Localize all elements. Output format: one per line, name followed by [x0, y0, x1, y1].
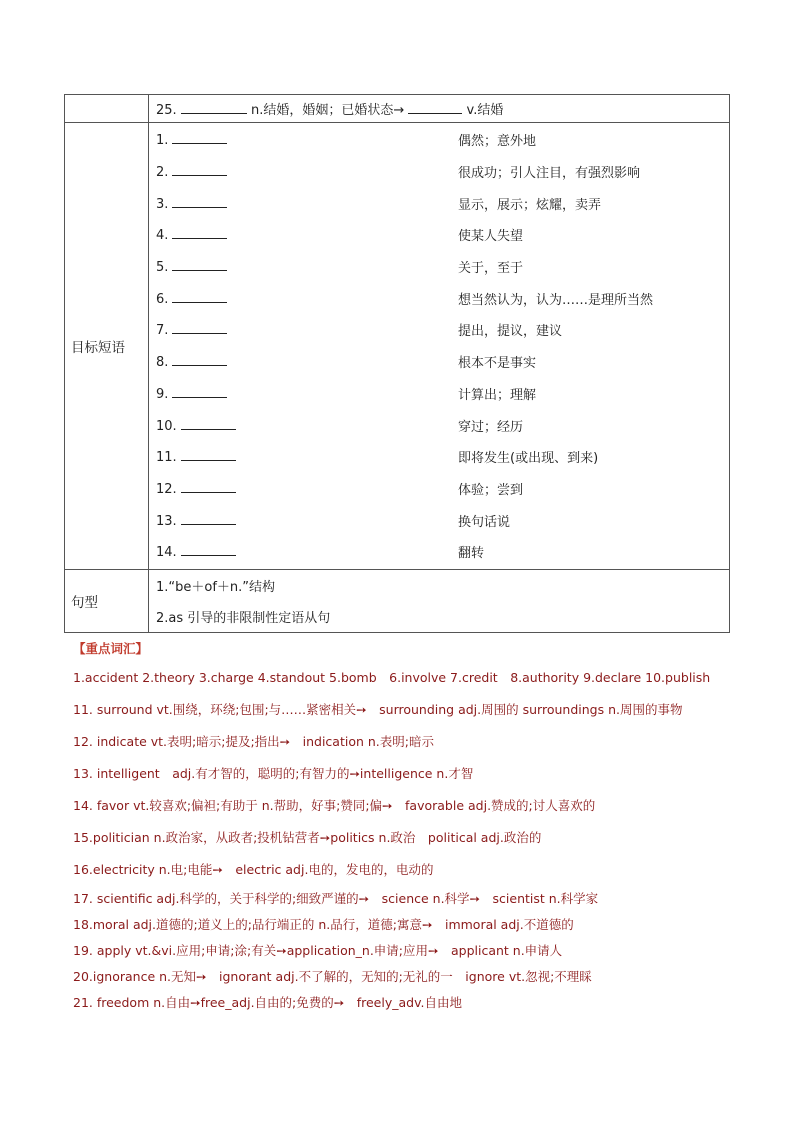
phrase-number [156, 226, 458, 243]
vocab-entry: 16.electricity n.电;电能➙ electric adj.电的，发电的，电动的 [73, 862, 434, 877]
phrase-item [156, 124, 729, 156]
phrase-number-text: 7. [156, 323, 169, 339]
phrase-item [156, 251, 729, 283]
item-meaning-end: v.结婚 [466, 103, 504, 118]
phrase-meaning: 体验；尝到 [458, 482, 524, 498]
row-item-25 [65, 95, 730, 123]
phrase-number [156, 512, 458, 529]
answer-blank[interactable] [181, 448, 236, 461]
phrase-number-text: 5. [156, 260, 169, 276]
answer-blank[interactable] [181, 512, 236, 525]
vocab-entry: 20.ignorance n.无知➙ ignorant adj.不了解的，无知的;无礼的一 ignore vt.忽视;不理睬 [73, 969, 592, 984]
phrase-number [156, 290, 458, 307]
phrase-meaning: 提出，提议，建议 [458, 324, 563, 340]
phrase-number-text: 1. [156, 133, 169, 149]
sentences-label: 句型 [65, 569, 149, 632]
phrase-item [156, 282, 729, 314]
phrase-number [156, 353, 458, 370]
phrase-number [156, 163, 458, 180]
item-number: 25. [156, 103, 177, 118]
phrase-meaning: 换句话说 [458, 514, 511, 530]
sentences-row [65, 569, 730, 632]
phrase-number [156, 448, 458, 465]
vocab-entry: 1.accident 2.theory 3.charge 4.standout 5.bomb 6.involve 7.credit 8.authority 9.declare 10.publish [73, 670, 711, 685]
phrase-item [156, 156, 729, 188]
answer-blank[interactable] [172, 195, 227, 208]
key-vocabulary-section [73, 636, 733, 1016]
phrase-number [156, 195, 458, 212]
phrase-meaning: 偶然；意外地 [458, 134, 537, 150]
answer-blank[interactable] [172, 163, 227, 176]
answer-blank[interactable] [181, 480, 236, 493]
phrase-number [156, 131, 458, 148]
phrase-item [156, 314, 729, 346]
phrase-number [156, 417, 458, 434]
phrase-number [156, 258, 458, 275]
answer-blank[interactable] [181, 101, 247, 114]
phrase-meaning: 穿过；经历 [458, 419, 524, 435]
phrase-number [156, 385, 458, 402]
vocab-entry: 15.politician n.政治家，从政者;投机钻营者➙politics n.政治 political adj.政治的 [73, 830, 542, 845]
phrases-label: 目标短语 [65, 123, 149, 570]
phrase-meaning: 计算出；理解 [458, 387, 537, 403]
answer-blank[interactable] [408, 101, 462, 114]
answer-blank[interactable] [172, 321, 227, 334]
phrase-meaning: 想当然认为，认为……是理所当然 [458, 292, 654, 308]
phrase-number-text: 14. [156, 545, 177, 561]
vocab-entry: 14. favor vt.较喜欢;偏袒;有助于 n.帮助，好事;赞同;偏➙ favorable adj.赞成的;讨人喜欢的 [73, 798, 596, 813]
answer-blank[interactable] [181, 417, 236, 430]
phrase-meaning: 即将发生(或出现、到来) [458, 451, 599, 467]
vocab-entry: 13. intelligent adj.有才智的，聪明的;有智力的➙intelligence n.才智 [73, 766, 474, 781]
phrase-number-text: 9. [156, 386, 169, 402]
phrase-item [156, 187, 729, 219]
phrase-item [156, 219, 729, 251]
phrase-item [156, 441, 729, 473]
sentence-pattern: 2.as 引导的非限制性定语从句 [156, 610, 331, 626]
phrase-number-text: 2. [156, 165, 169, 181]
answer-blank[interactable] [172, 385, 227, 398]
phrase-meaning: 使某人失望 [458, 229, 524, 245]
phrase-item [156, 346, 729, 378]
vocab-entry: 19. apply vt.&vi.应用;申请;涂;有关➙application_n.申请;应用➙ applicant n.申请人 [73, 943, 563, 958]
phrase-number-text: 6. [156, 291, 169, 307]
phrase-item [156, 409, 729, 441]
phrase-number-text: 8. [156, 355, 169, 371]
phrase-number-text: 10. [156, 418, 177, 434]
sentence-pattern: 1.“be＋of＋n.”结构 [156, 579, 276, 595]
answer-blank[interactable] [172, 131, 227, 144]
section-heading: 【重点词汇】 [73, 641, 149, 656]
phrase-meaning: 很成功；引人注目，有强烈影响 [458, 166, 641, 182]
vocab-entry: 12. indicate vt.表明;暗示;提及;指出➙ indication n.表明;暗示 [73, 734, 434, 749]
answer-blank[interactable] [172, 258, 227, 271]
empty-label-cell [65, 95, 149, 123]
vocab-table [64, 94, 730, 633]
answer-blank[interactable] [172, 290, 227, 303]
phrase-number-text: 11. [156, 450, 177, 466]
phrase-meaning: 根本不是事实 [458, 356, 537, 372]
phrases-row [65, 123, 730, 570]
phrase-number-text: 12. [156, 481, 177, 497]
phrase-number-text: 13. [156, 513, 177, 529]
phrase-meaning: 显示，展示；炫耀，卖弄 [458, 197, 602, 213]
phrase-number-text: 3. [156, 196, 169, 212]
answer-blank[interactable] [172, 353, 227, 366]
phrase-item [156, 473, 729, 505]
phrase-item [156, 536, 729, 568]
vocab-entry: 11. surround vt.围绕，环绕;包围;与……紧密相关➙ surrounding adj.周围的 surroundings n.周围的事物 [73, 702, 683, 717]
row-25-content [149, 95, 730, 123]
phrase-meaning: 关于，至于 [458, 261, 524, 277]
phrase-number-text: 4. [156, 228, 169, 244]
phrase-item [156, 504, 729, 536]
vocab-entry: 21. freedom n.自由➙free_adj.自由的;免费的➙ freely_adv.自由地 [73, 995, 462, 1010]
phrase-number [156, 543, 458, 560]
phrase-number [156, 321, 458, 338]
phrase-item [156, 378, 729, 410]
answer-blank[interactable] [181, 543, 236, 556]
vocab-entry: 18.moral adj.道德的;道义上的;品行端正的 n.品行，道德;寓意➙ immoral adj.不道德的 [73, 917, 574, 932]
sentences-content [149, 569, 730, 632]
phrases-content [149, 123, 730, 570]
phrase-meaning: 翻转 [458, 546, 485, 562]
vocab-entry: 17. scientific adj.科学的，关于科学的;细致严谨的➙ science n.科学➙ scientist n.科学家 [73, 891, 599, 906]
phrase-number [156, 480, 458, 497]
item-meaning: n.结婚，婚姻；已婚状态→ [250, 103, 405, 118]
answer-blank[interactable] [172, 226, 227, 239]
